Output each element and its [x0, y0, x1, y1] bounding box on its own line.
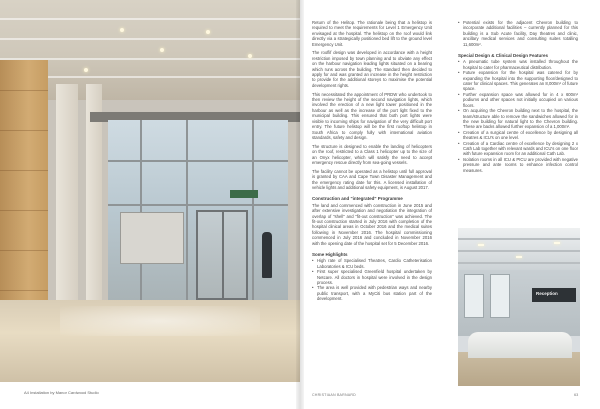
- text-column-1: [312, 20, 432, 305]
- running-footer: CHRISTIAAN BARNARD: [312, 393, 356, 397]
- wall-window: [490, 274, 510, 318]
- revolving-door: [196, 210, 248, 300]
- timber-plank: [0, 170, 48, 171]
- paragraph: The structure is designed to enable the landing of helicopters on the roof, restricted to a Class 1 helicopter up to the size of an Onyx helicopter, which will satisfy the need to accept emergency rescue directly from sea-going vessels.: [312, 143, 432, 165]
- ceiling-beam: [458, 262, 580, 264]
- reception-desk: [468, 332, 572, 358]
- paragraph: The facility cannot be operated as a helistop until full approval is granted by CAA and Cape Town Disaster Management and the emergency rating date for this. A licensed installation of vehicle lights and additional safety equipment, is August 2017.: [312, 168, 432, 190]
- photo-caption: A4 Installation by Manor Cardwood Studio: [24, 390, 99, 395]
- section-heading: Special Design & Clinical Design Features: [458, 53, 549, 59]
- section-heading: Some Highlights: [312, 252, 348, 257]
- ceiling-strip: [0, 38, 300, 40]
- highlights-list: [312, 258, 432, 301]
- paragraph: The land and commenced with construction in June 2015 and after extensive investigation and negotiation the integration of overlap of "shell" and "fit-out construction" was achieved. The fit-out construction started in July 2016 with completion of the hospital clinical areas in October 2016 and the medical suites following in November 2016. The hospital commissioning commenced in July 2016 and concluded in November 2016 with the opening date of the hospital set for 5 December 2016.: [312, 202, 432, 246]
- display-shelf: [120, 212, 184, 264]
- ceiling-beam: [458, 250, 580, 252]
- paragraph: This necessitated the appointment of PRDW who undertook to then review the height of the second navigation lights, which involved the erection of a new light tower positioned in the harbour as well as the increase of the port light fixed to the municipal building. This ensured that both port lights were visible to incoming ships for navigation of the very difficult port entry. The future helistop will be the first rooftop helistop in South Africa to comply fully with international aviation standards, safety and design.: [312, 91, 432, 140]
- ceiling-strip: [0, 18, 300, 20]
- wall-window: [464, 274, 484, 318]
- list-item: • Future expansion for the hospital was catered for by expanding the hospital into the supporting floor/designed to cater for clinical spaces. This generates an 8,000m² of future space.: [458, 70, 578, 92]
- person-silhouette: [262, 232, 272, 278]
- list-item: • On acquiring the Chevron building next to the hospital, the team/structure able to remove the sandwiches allowed for in the new building for natural light to the Chevron building. These are backs allowed further expansion of a 1,000m².: [458, 108, 578, 130]
- section-heading: Construction and "integrated" Programme: [312, 196, 403, 202]
- right-page: [300, 0, 600, 409]
- ceiling-light: [206, 30, 210, 34]
- reception-sign-text: Reception: [536, 291, 558, 296]
- glass-transom: [108, 204, 288, 206]
- list-item: • First super specialised Greenfield hospital undertaken by Netcare. All doctors in hospital were involved in the design process.: [312, 269, 432, 285]
- list-item: • A pneumatic tube system was installed throughout the hospital to cater for pharmaceutical distribution.: [458, 59, 578, 70]
- ceiling-light: [120, 28, 124, 32]
- paragraph: The rooflif design was developed in accordance with a height restriction imposed by town planning and to obviate any effect on the harbour navigation leading lights situated on a bearing which runs across the building. The standard then decided to apply for and was granted an increase in the height restriction to provide for the additional storeys to maximise the potential development rights.: [312, 50, 432, 88]
- list-item: • Potential exists for the adjacent Chevron building to incorporate additional facilities – currently planned for this building is a Sub Acute facility, Day theatres and clinic, ancillary medical services and consulting suites totalling 11,600m².: [458, 20, 578, 47]
- page-gutter: [296, 0, 304, 409]
- glass-mullion: [140, 120, 142, 300]
- floor-reflection: [60, 306, 260, 336]
- door-split: [222, 212, 224, 298]
- list-item: • Creation of a surgical centre of excellence by designing all theatres & ICU's on one level.: [458, 130, 578, 141]
- list-item: • Further expansion space was allowed for in 4 x 600m² podiums and other spaces not initially occupied on various floors.: [458, 92, 578, 108]
- list-item: • The area is well provided with pedestrian ways and nearby public transport, with a MyCiti bus station part of the development.: [312, 285, 432, 301]
- ceiling-light: [84, 68, 88, 72]
- timber-plank: [0, 90, 48, 91]
- text-column-2: [458, 20, 578, 176]
- timber-plank: [0, 130, 48, 131]
- timber-plank: [0, 210, 48, 211]
- reception-photo: [458, 228, 580, 386]
- ceiling-light: [516, 256, 522, 258]
- design-features-list: [458, 59, 578, 173]
- timber-plank: [0, 250, 48, 251]
- list-item: • Creation of a Cardiac centre of excellence by designing 2 x Cath Lab together with relevant wards and ICU's on one floor with future expansion room for an additional Cath Lab.: [458, 141, 578, 157]
- list-item: • High rate of Specialised Theatres, Cardio Catheterisation Laboratories & ICU beds.: [312, 258, 432, 269]
- glass-transom: [108, 160, 288, 162]
- ceiling-light: [248, 54, 252, 58]
- page-number: 63: [574, 393, 579, 397]
- list-item: • Isolation rooms in all ICU & PICU are provided with negative pressure and ante rooms to enhance infection control measures.: [458, 157, 578, 173]
- atrium-photo: [0, 0, 300, 382]
- ceiling-light: [160, 48, 164, 52]
- paragraph: Return of the Helitop. The rationale being that a helistop is required to meet the requirements for Level 1 Emergency Unit envisaged at the hospital. The helistop on the roof would link directly via a strategically positioned bed lift to the ground level Emergency Unit.: [312, 20, 432, 47]
- timber-plank: [0, 290, 48, 291]
- ceiling-light: [478, 244, 484, 246]
- glass-mullion: [186, 120, 188, 300]
- ceiling-beam: [458, 238, 580, 240]
- glass-mullion: [252, 120, 254, 300]
- ceiling-light: [554, 242, 560, 244]
- chevron-list: [458, 20, 578, 47]
- exit-sign: [230, 190, 258, 198]
